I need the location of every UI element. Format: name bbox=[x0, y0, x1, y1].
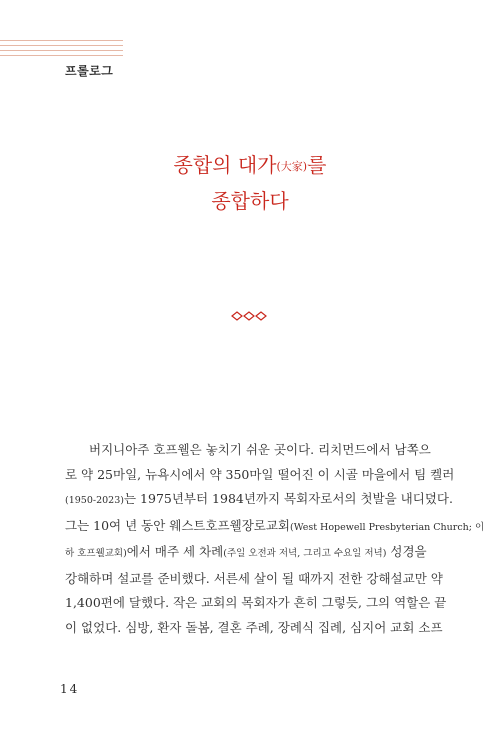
title-hanja: (大家) bbox=[276, 160, 308, 173]
text-line: 강해하며 설교를 준비했다. 서른세 살이 될 때까지 전한 강해설교만 약 bbox=[65, 570, 443, 586]
text-line bbox=[65, 540, 435, 567]
rule-line bbox=[0, 40, 123, 41]
top-decorative-rules bbox=[0, 40, 123, 58]
section-label: 프롤로그 bbox=[65, 64, 114, 78]
title-line-1 bbox=[0, 148, 500, 184]
text-small: (West Hopewell Presbyterian Church; 이 bbox=[290, 521, 485, 533]
text-run: 그는 10여 년 동안 웨스트호프웰장로교회 bbox=[65, 517, 290, 533]
diamond-chain-ornament-icon bbox=[230, 310, 270, 322]
text-line bbox=[65, 487, 453, 514]
text-line bbox=[65, 514, 485, 541]
text-line: 1,400편에 달했다. 작은 교회의 목회자가 흔히 그렇듯, 그의 역할은 끝 bbox=[65, 595, 447, 610]
page-number: 14 bbox=[60, 682, 80, 696]
rule-line bbox=[0, 50, 123, 51]
text-small: (1950-2023) bbox=[65, 495, 124, 506]
text-small: 하 호프웰교회) bbox=[65, 548, 127, 559]
text-line: 이 없었다. 심방, 환자 돌봄, 결혼 주례, 장례식 집례, 심지어 교회 소프 bbox=[65, 619, 443, 635]
text-line: 버지니아주 호프웰은 놓치기 쉬운 곳이다. 리치먼드에서 남쪽으 bbox=[89, 442, 431, 457]
title-particle: 를 bbox=[307, 153, 327, 177]
title-main: 종합의 대가 bbox=[173, 153, 277, 177]
text-run: 성경을 bbox=[386, 544, 427, 559]
rule-line bbox=[0, 55, 123, 56]
text-line: 로 약 25마일, 뉴욕시에서 약 350마일 떨어진 이 시골 마을에서 팀 켈러 bbox=[65, 466, 455, 482]
rule-line bbox=[0, 45, 123, 46]
text-run: 는 1975년부터 1984년까지 목회자로서의 첫발을 내디뎠다. bbox=[123, 491, 453, 506]
text-small: (주일 오전과 저녁, 그리고 수요일 저녁) bbox=[223, 548, 387, 559]
text-run: 에서 매주 세 차례 bbox=[126, 544, 224, 559]
title-line-2: 종합하다 bbox=[211, 189, 289, 213]
body-paragraph bbox=[65, 438, 485, 640]
chapter-title bbox=[0, 148, 500, 218]
